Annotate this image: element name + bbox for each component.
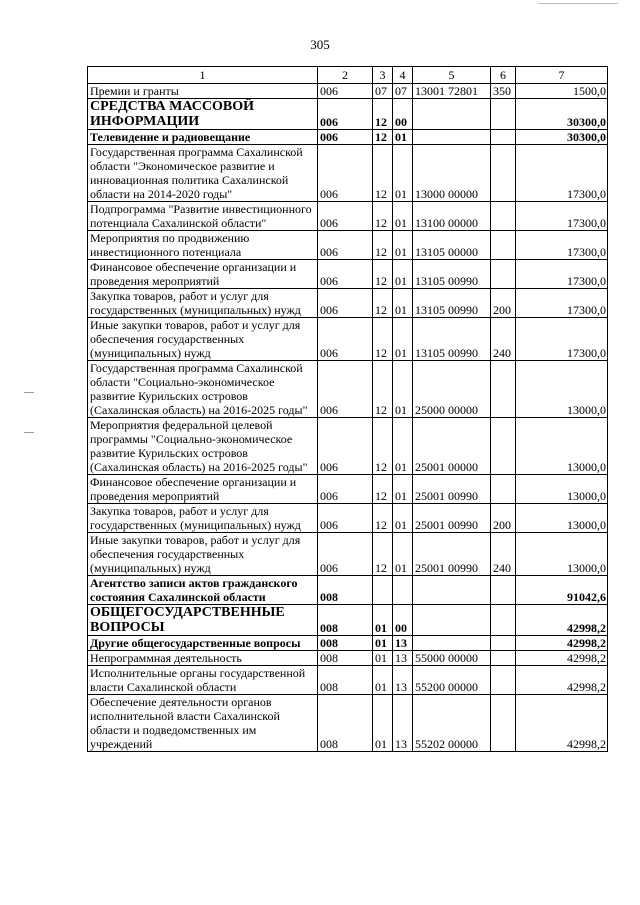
subsection-code-cell: 01 (393, 145, 413, 202)
table-row (88, 533, 608, 576)
target-article-cell: 55000 00000 (413, 651, 491, 666)
header-cell: 1 (88, 67, 318, 84)
subsection-code-cell: 01 (393, 231, 413, 260)
row-name-cell: ОБЩЕГОСУДАРСТВЕННЫЕ ВОПРОСЫ (88, 605, 318, 636)
table-row (88, 145, 608, 202)
table-row (88, 418, 608, 475)
section-code-cell: 12 (373, 418, 393, 475)
header-cell: 7 (516, 67, 608, 84)
table-row (88, 202, 608, 231)
amount-cell: 42998,2 (516, 636, 608, 651)
table-row (88, 605, 608, 636)
target-article-cell: 55202 00000 (413, 695, 491, 752)
target-article-cell: 25001 00000 (413, 418, 491, 475)
section-code-cell: 12 (373, 318, 393, 361)
row-name-cell: Закупка товаров, работ и услуг для государственных (муниципальных) нужд (88, 289, 318, 318)
amount-cell: 30300,0 (516, 99, 608, 130)
ministry-code-cell: 006 (318, 231, 373, 260)
expense-type-cell (491, 695, 516, 752)
row-name-cell: Финансовое обеспечение организации и проведения мероприятий (88, 260, 318, 289)
section-code-cell: 12 (373, 475, 393, 504)
amount-cell: 17300,0 (516, 260, 608, 289)
row-name-cell: Государственная программа Сахалинской области "Социально-экономическое развитие Курильских островов (Сахалинская область) на 2016-2025 годы" (88, 361, 318, 418)
expense-type-cell (491, 145, 516, 202)
target-article-cell: 13001 72801 (413, 84, 491, 99)
expense-type-cell (491, 231, 516, 260)
target-article-cell: 55200 00000 (413, 666, 491, 695)
table-row (88, 84, 608, 99)
table-row (88, 695, 608, 752)
subsection-code-cell: 00 (393, 99, 413, 130)
subsection-code-cell: 13 (393, 666, 413, 695)
row-name-cell: Подпрограмма "Развитие инвестиционного потенциала Сахалинской области" (88, 202, 318, 231)
row-name-cell: Обеспечение деятельности органов исполнительной власти Сахалинской области и подведомственных им учреждений (88, 695, 318, 752)
table-row (88, 99, 608, 130)
row-name-cell: Мероприятия федеральной целевой программы "Социально-экономическое развитие Курильских островов (Сахалинская область) на 2016-2025 годы" (88, 418, 318, 475)
expense-type-cell: 240 (491, 318, 516, 361)
target-article-cell: 13105 00000 (413, 231, 491, 260)
expense-type-cell (491, 666, 516, 695)
section-code-cell: 12 (373, 533, 393, 576)
subsection-code-cell: 01 (393, 504, 413, 533)
amount-cell: 17300,0 (516, 145, 608, 202)
row-name-cell: Иные закупки товаров, работ и услуг для обеспечения государственных (муниципальных) нужд (88, 533, 318, 576)
amount-cell: 13000,0 (516, 475, 608, 504)
table-row (88, 318, 608, 361)
ministry-code-cell: 006 (318, 361, 373, 418)
section-code-cell: 12 (373, 202, 393, 231)
header-cell: 6 (491, 67, 516, 84)
row-name-cell: Премии и гранты (88, 84, 318, 99)
row-name-cell: Телевидение и радиовещание (88, 130, 318, 145)
table-row (88, 475, 608, 504)
amount-cell: 13000,0 (516, 361, 608, 418)
scan-margin-mark (24, 392, 34, 393)
subsection-code-cell (393, 576, 413, 605)
target-article-cell: 25001 00990 (413, 533, 491, 576)
amount-cell: 13000,0 (516, 504, 608, 533)
subsection-code-cell: 13 (393, 651, 413, 666)
subsection-code-cell: 01 (393, 130, 413, 145)
ministry-code-cell: 008 (318, 666, 373, 695)
ministry-code-cell: 006 (318, 318, 373, 361)
subsection-code-cell: 01 (393, 533, 413, 576)
subsection-code-cell: 01 (393, 361, 413, 418)
section-code-cell: 12 (373, 361, 393, 418)
ministry-code-cell: 006 (318, 418, 373, 475)
header-row (88, 67, 608, 84)
table-row (88, 576, 608, 605)
amount-cell: 13000,0 (516, 418, 608, 475)
subsection-code-cell: 01 (393, 318, 413, 361)
ministry-code-cell: 006 (318, 130, 373, 145)
section-code-cell: 12 (373, 130, 393, 145)
subsection-code-cell: 01 (393, 418, 413, 475)
section-code-cell: 01 (373, 651, 393, 666)
expense-type-cell (491, 361, 516, 418)
amount-cell: 91042,6 (516, 576, 608, 605)
subsection-code-cell: 13 (393, 636, 413, 651)
target-article-cell: 25001 00990 (413, 475, 491, 504)
amount-cell: 42998,2 (516, 605, 608, 636)
ministry-code-cell: 006 (318, 289, 373, 318)
expense-type-cell: 200 (491, 504, 516, 533)
row-name-cell: Агентство записи актов гражданского состояния Сахалинской области (88, 576, 318, 605)
expense-type-cell (491, 576, 516, 605)
ministry-code-cell: 006 (318, 99, 373, 130)
ministry-code-cell: 006 (318, 504, 373, 533)
scan-margin-mark (24, 432, 34, 433)
expense-type-cell: 200 (491, 289, 516, 318)
target-article-cell (413, 576, 491, 605)
table-row (88, 231, 608, 260)
row-name-cell: СРЕДСТВА МАССОВОЙ ИНФОРМАЦИИ (88, 99, 318, 130)
row-name-cell: Другие общегосударственные вопросы (88, 636, 318, 651)
expense-type-cell (491, 605, 516, 636)
target-article-cell: 25000 00000 (413, 361, 491, 418)
row-name-cell: Мероприятия по продвижению инвестиционного потенциала (88, 231, 318, 260)
amount-cell: 17300,0 (516, 318, 608, 361)
table-row (88, 260, 608, 289)
amount-cell: 30300,0 (516, 130, 608, 145)
amount-cell: 42998,2 (516, 651, 608, 666)
subsection-code-cell: 13 (393, 695, 413, 752)
section-code-cell: 12 (373, 289, 393, 318)
table-row (88, 504, 608, 533)
target-article-cell: 25001 00990 (413, 504, 491, 533)
row-name-cell: Государственная программа Сахалинской области "Экономическое развитие и инновационная политика Сахалинской области на 2014-2020 годы" (88, 145, 318, 202)
row-name-cell: Иные закупки товаров, работ и услуг для обеспечения государственных (муниципальных) нужд (88, 318, 318, 361)
header-cell: 5 (413, 67, 491, 84)
target-article-cell (413, 99, 491, 130)
section-code-cell: 12 (373, 99, 393, 130)
ministry-code-cell: 006 (318, 475, 373, 504)
section-code-cell: 12 (373, 145, 393, 202)
section-code-cell: 07 (373, 84, 393, 99)
budget-table (87, 66, 608, 752)
expense-type-cell (491, 651, 516, 666)
ministry-code-cell: 008 (318, 636, 373, 651)
expense-type-cell (491, 130, 516, 145)
target-article-cell: 13105 00990 (413, 289, 491, 318)
table-row (88, 666, 608, 695)
amount-cell: 1500,0 (516, 84, 608, 99)
table-row (88, 130, 608, 145)
section-code-cell: 12 (373, 260, 393, 289)
subsection-code-cell: 01 (393, 289, 413, 318)
expense-type-cell: 240 (491, 533, 516, 576)
target-article-cell (413, 636, 491, 651)
section-code-cell: 01 (373, 605, 393, 636)
target-article-cell: 13000 00000 (413, 145, 491, 202)
amount-cell: 17300,0 (516, 202, 608, 231)
section-code-cell: 01 (373, 666, 393, 695)
ministry-code-cell: 008 (318, 651, 373, 666)
subsection-code-cell: 07 (393, 84, 413, 99)
table-row (88, 651, 608, 666)
expense-type-cell (491, 202, 516, 231)
ministry-code-cell: 006 (318, 145, 373, 202)
ministry-code-cell: 008 (318, 605, 373, 636)
table-row (88, 289, 608, 318)
table-row (88, 636, 608, 651)
expense-type-cell (491, 418, 516, 475)
expense-type-cell (491, 636, 516, 651)
amount-cell: 42998,2 (516, 666, 608, 695)
target-article-cell: 13105 00990 (413, 260, 491, 289)
ministry-code-cell: 006 (318, 260, 373, 289)
row-name-cell: Исполнительные органы государственной власти Сахалинской области (88, 666, 318, 695)
subsection-code-cell: 01 (393, 475, 413, 504)
amount-cell: 17300,0 (516, 289, 608, 318)
amount-cell: 42998,2 (516, 695, 608, 752)
ministry-code-cell: 006 (318, 202, 373, 231)
subsection-code-cell: 01 (393, 260, 413, 289)
row-name-cell: Непрограммная деятельность (88, 651, 318, 666)
section-code-cell (373, 576, 393, 605)
header-cell: 2 (318, 67, 373, 84)
section-code-cell: 12 (373, 504, 393, 533)
row-name-cell: Финансовое обеспечение организации и проведения мероприятий (88, 475, 318, 504)
expense-type-cell: 350 (491, 84, 516, 99)
row-name-cell: Закупка товаров, работ и услуг для государственных (муниципальных) нужд (88, 504, 318, 533)
ministry-code-cell: 006 (318, 533, 373, 576)
section-code-cell: 12 (373, 231, 393, 260)
subsection-code-cell: 00 (393, 605, 413, 636)
amount-cell: 13000,0 (516, 533, 608, 576)
amount-cell: 17300,0 (516, 231, 608, 260)
page-number: 305 (310, 37, 330, 52)
target-article-cell (413, 130, 491, 145)
header-cell: 3 (373, 67, 393, 84)
table-row (88, 361, 608, 418)
expense-type-cell (491, 260, 516, 289)
target-article-cell: 13105 00990 (413, 318, 491, 361)
header-cell: 4 (393, 67, 413, 84)
section-code-cell: 01 (373, 636, 393, 651)
expense-type-cell (491, 475, 516, 504)
section-code-cell: 01 (373, 695, 393, 752)
expense-type-cell (491, 99, 516, 130)
ministry-code-cell: 008 (318, 576, 373, 605)
target-article-cell: 13100 00000 (413, 202, 491, 231)
scan-corner-marks (538, 3, 618, 8)
subsection-code-cell: 01 (393, 202, 413, 231)
ministry-code-cell: 006 (318, 84, 373, 99)
ministry-code-cell: 008 (318, 695, 373, 752)
target-article-cell (413, 605, 491, 636)
